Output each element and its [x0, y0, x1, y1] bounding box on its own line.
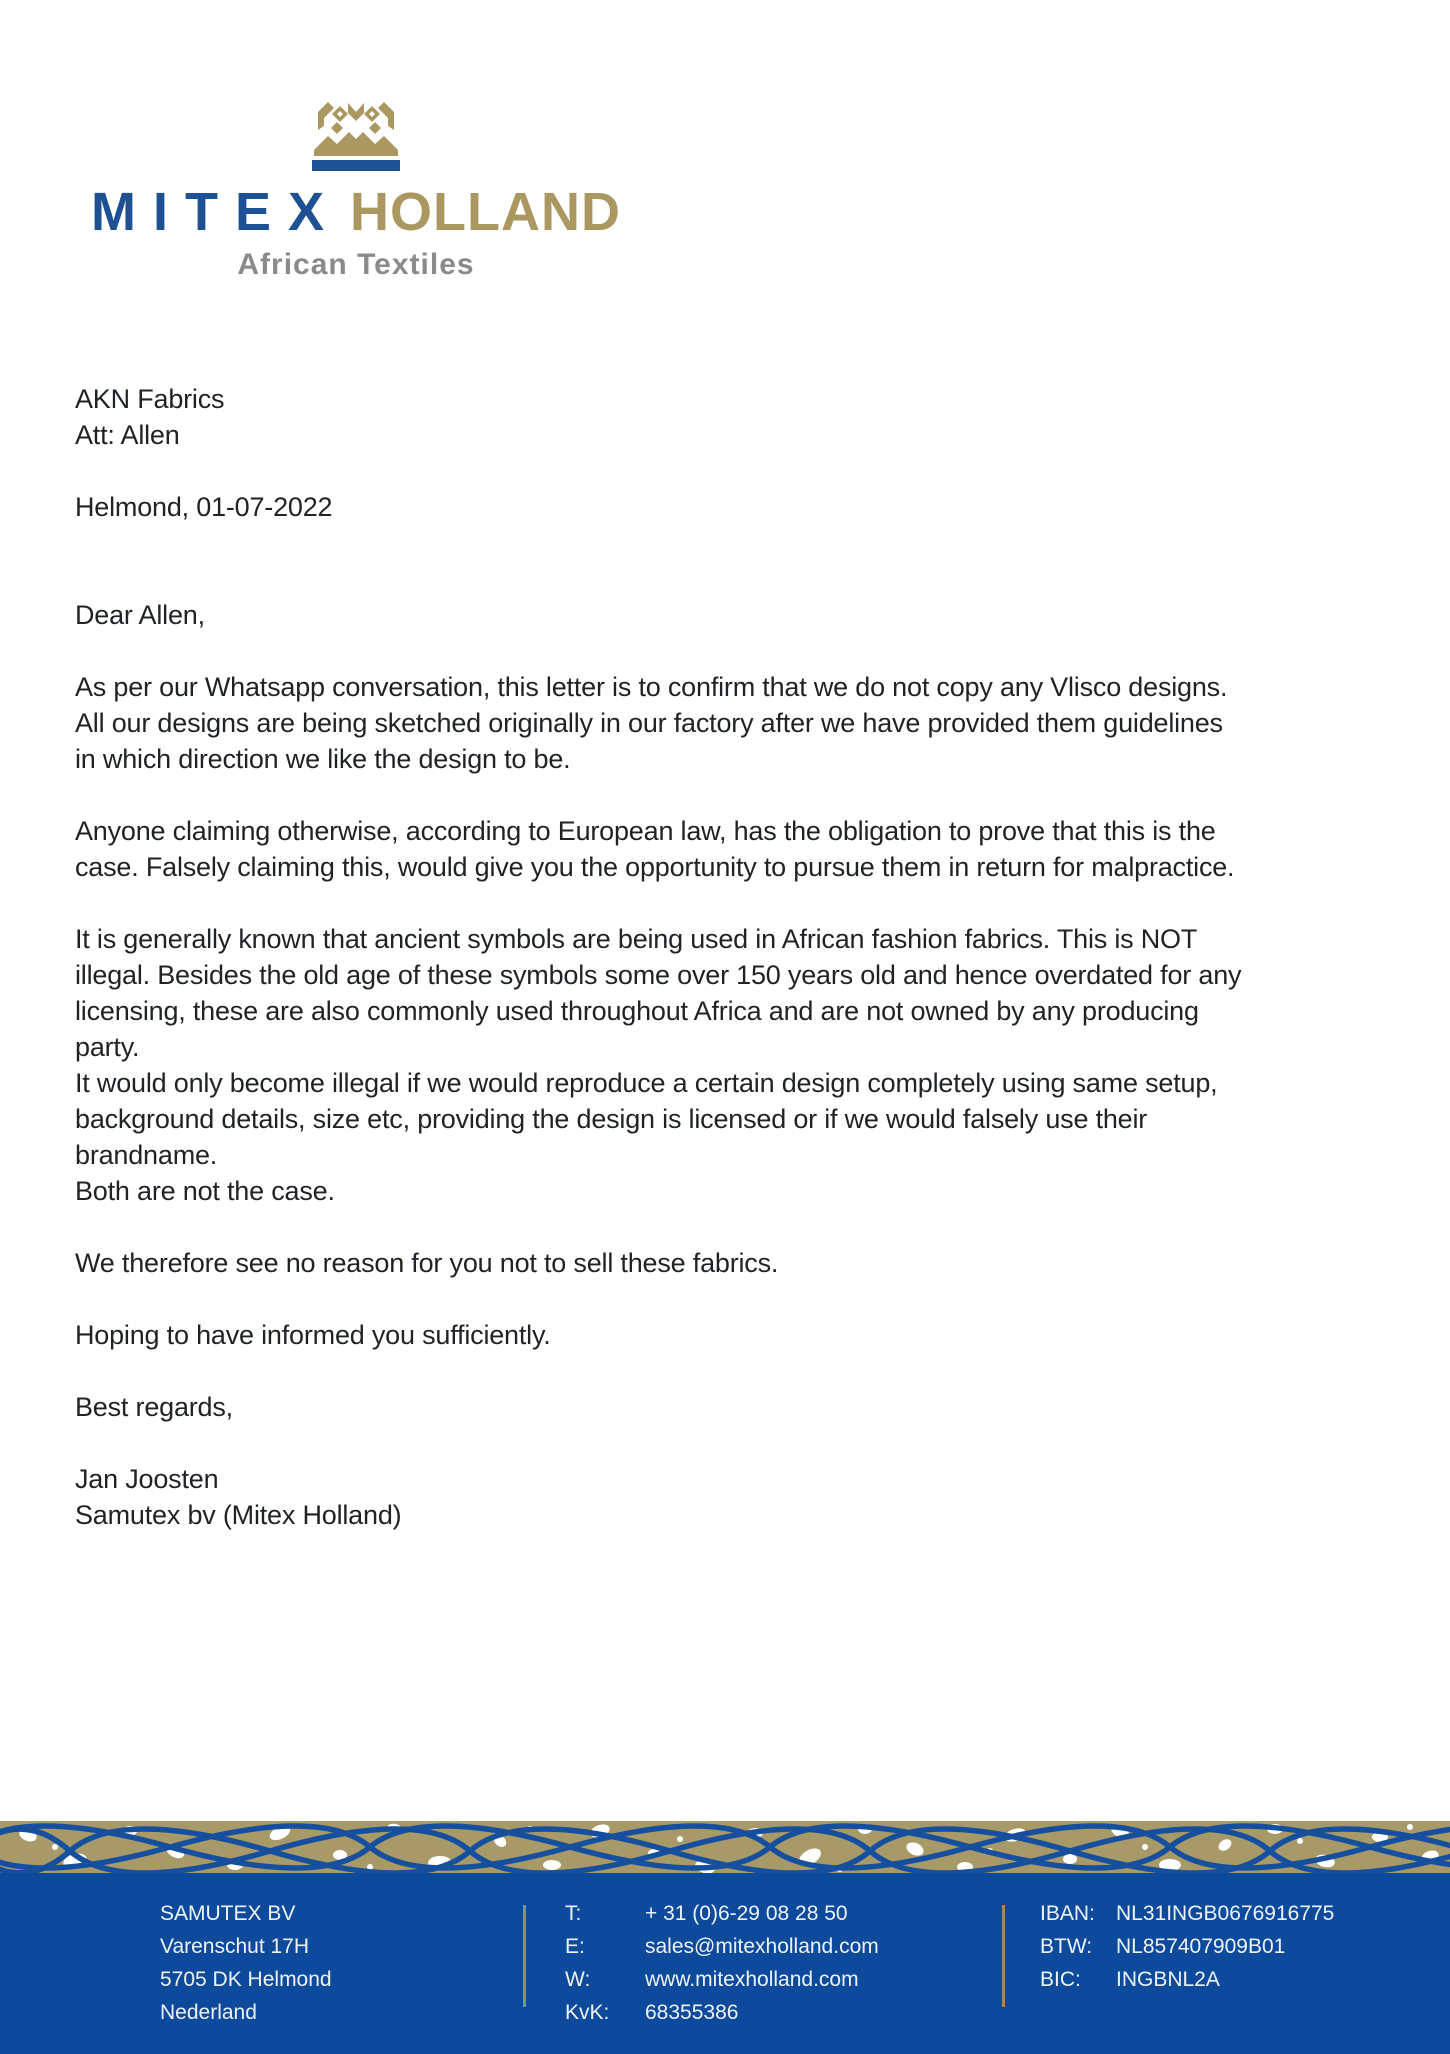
paragraph — [75, 1245, 1241, 1281]
text-line: It would only become illegal if we would reproduce a certain design completely using same setup, — [75, 1068, 1218, 1098]
footer-finance-row — [1040, 1930, 1334, 1963]
website-value: www.mitexholland.com — [645, 1968, 859, 1991]
text-line: brandname. — [75, 1140, 218, 1170]
footer-company-block — [160, 1897, 332, 2029]
footer-contact-block — [565, 1897, 879, 2029]
recipient-line: Att: Allen — [75, 420, 180, 450]
salutation: Dear Allen, — [75, 600, 205, 630]
footer-divider — [523, 1905, 526, 2007]
kvk-label: KvK: — [565, 2001, 610, 2024]
text-line: Both are not the case. — [75, 1176, 335, 1206]
text-line: licensing, these are also commonly used throughout Africa and are not owned by any producing — [75, 996, 1199, 1026]
website-label: W: — [565, 1968, 591, 1991]
phone-value: + 31 (0)6-29 08 28 50 — [645, 1902, 848, 1925]
footer-finance-block — [1040, 1897, 1334, 1996]
footer-finance-row — [1040, 1963, 1334, 1996]
btw-label: BTW: — [1040, 1935, 1093, 1958]
text-line: It is generally known that ancient symbols are being used in African fashion fabrics. This is NOT — [75, 924, 1198, 954]
bic-label: BIC: — [1040, 1968, 1081, 1991]
african-wax-print-pattern — [0, 1821, 1450, 1873]
text-line: Hoping to have informed you sufficiently. — [75, 1320, 551, 1350]
footer-company-name: SAMUTEX BV — [160, 1902, 296, 1925]
footer-divider — [1002, 1905, 1005, 2007]
closing: Best regards, — [75, 1392, 233, 1422]
footer — [0, 1873, 1450, 2054]
letter-body — [75, 381, 1241, 1533]
paragraph — [75, 1317, 1241, 1353]
brand-mitex: MITEX — [91, 182, 342, 242]
crown-icon — [312, 100, 400, 156]
bic-value: INGBNL2A — [1116, 1968, 1220, 1991]
text-line: in which direction we like the design to be. — [75, 744, 571, 774]
footer-contact-row — [565, 1996, 879, 2029]
iban-value: NL31INGB0676916775 — [1116, 1902, 1335, 1925]
footer-contact-row — [565, 1897, 879, 1930]
email-label: E: — [565, 1935, 585, 1958]
recipient-block — [75, 381, 1241, 453]
dateline: Helmond, 01-07-2022 — [75, 492, 333, 522]
email-value: sales@mitexholland.com — [645, 1935, 879, 1958]
text-line: As per our Whatsapp conversation, this letter is to confirm that we do not copy any Vlisco designs. — [75, 672, 1228, 702]
text-line: background details, size etc, providing the design is licensed or if we would falsely use their — [75, 1104, 1148, 1134]
text-line: Anyone claiming otherwise, according to European law, has the obligation to prove that this is the — [75, 816, 1216, 846]
paragraph — [75, 669, 1241, 777]
signature-company: Samutex bv (Mitex Holland) — [75, 1500, 402, 1530]
logo-crown — [86, 100, 626, 171]
footer-address-line: Nederland — [160, 2001, 257, 2024]
kvk-value: 68355386 — [645, 2001, 739, 2024]
btw-value: NL857407909B01 — [1116, 1935, 1286, 1958]
signature-block — [75, 1461, 1241, 1533]
text-line: case. Falsely claiming this, would give you the opportunity to pursue them in return for malpractice. — [75, 852, 1235, 882]
footer-finance-row — [1040, 1897, 1334, 1930]
text-line: All our designs are being sketched originally in our factory after we have provided them guidelines — [75, 708, 1223, 738]
letterhead-logo — [86, 100, 626, 282]
footer-contact-row — [565, 1930, 879, 1963]
iban-label: IBAN: — [1040, 1902, 1095, 1925]
signature-name: Jan Joosten — [75, 1464, 219, 1494]
brand-tagline: African Textiles — [237, 248, 475, 281]
text-line: party. — [75, 1032, 140, 1062]
text-line: We therefore see no reason for you not to sell these fabrics. — [75, 1248, 779, 1278]
paragraph — [75, 921, 1241, 1209]
brand-wordmark — [86, 182, 626, 242]
text-line: illegal. Besides the old age of these symbols some over 150 years old and hence overdated for any — [75, 960, 1242, 990]
recipient-line: AKN Fabrics — [75, 384, 225, 414]
phone-label: T: — [565, 1902, 582, 1925]
footer-address-line: 5705 DK Helmond — [160, 1968, 332, 1991]
paragraph — [75, 813, 1241, 885]
footer-contact-row — [565, 1963, 879, 1996]
footer-address-line: Varenschut 17H — [160, 1935, 310, 1958]
brand-holland: HOLLAND — [350, 182, 621, 242]
logo-underline-bar — [312, 160, 400, 171]
